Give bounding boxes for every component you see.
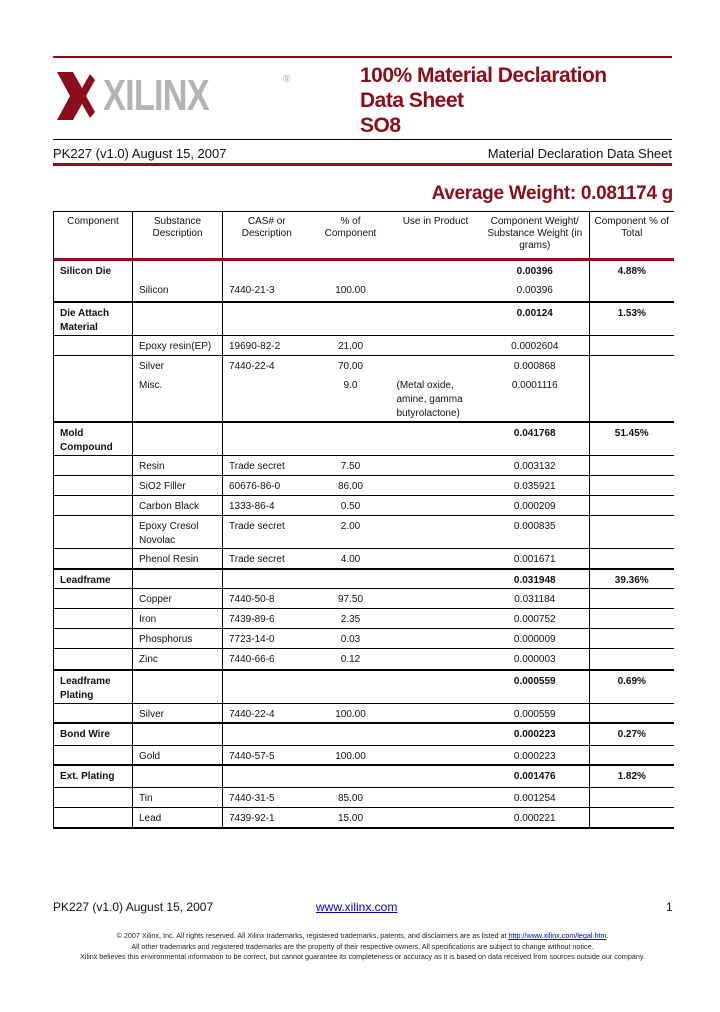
substance-weight: 0.001254 <box>481 787 590 807</box>
component-weight: 0.041768 <box>481 422 590 456</box>
component-percent-total: 1.82% <box>590 765 674 787</box>
percent-of-component: 70.00 <box>311 355 391 375</box>
substance-weight: 0.001671 <box>481 549 590 569</box>
legal-notice <box>53 931 672 963</box>
percent-of-component: 0.12 <box>311 649 391 670</box>
legal-link[interactable]: http://www.xilinx.com/legal.htm <box>508 931 607 940</box>
substance-name: Lead <box>133 807 223 828</box>
cas-number: 7440-50-8 <box>223 589 311 609</box>
component-cell <box>54 703 133 723</box>
percent-of-component: 15.00 <box>311 807 391 828</box>
use-in-product <box>391 787 481 807</box>
cas-number: 7440-22-4 <box>223 355 311 375</box>
component-percent-total: 1.53% <box>590 302 674 336</box>
substance-row <box>54 476 674 496</box>
registered-mark: ® <box>283 74 291 85</box>
component-name: Leadframe Plating <box>54 670 133 704</box>
component-cell <box>54 355 133 375</box>
component-cell <box>54 745 133 765</box>
substance-row <box>54 496 674 516</box>
substance-cell <box>133 569 223 589</box>
substance-weight: 0.0001116 <box>511 380 558 391</box>
percent-of-component: 9.0 <box>343 380 358 391</box>
use-in-product <box>391 629 481 649</box>
substance-row <box>54 335 674 355</box>
substance-name: Phosphorus <box>133 629 223 649</box>
percent-of-component: 100.00 <box>311 703 391 723</box>
substance-weight: 0.000223 <box>481 745 590 765</box>
percent-of-component: 0.03 <box>311 629 391 649</box>
component-cell <box>54 629 133 649</box>
substance-row <box>54 787 674 807</box>
total-cell <box>590 649 674 670</box>
cas-number: 7440-57-5 <box>223 745 311 765</box>
cas-cell <box>223 422 311 456</box>
substance-name: Epoxy Cresol Novolac <box>133 516 223 549</box>
percent-of-component: 97.50 <box>311 589 391 609</box>
component-weight: 0.031948 <box>481 569 590 589</box>
cas-number: 7439-92-1 <box>223 807 311 828</box>
col-header-use: Use in Product <box>391 212 481 260</box>
cas-number: Trade secret <box>223 516 311 549</box>
substance-cell <box>133 302 223 336</box>
title-line-1: 100% Material Declaration <box>360 64 607 87</box>
substance-name: Gold <box>133 745 223 765</box>
use-in-product <box>391 476 481 496</box>
header-bottom-rule <box>53 163 672 166</box>
substance-cell <box>133 670 223 704</box>
use-in-product <box>391 516 481 549</box>
component-name: Silicon Die <box>54 260 133 280</box>
substance-row <box>54 516 674 549</box>
component-cell <box>54 456 133 476</box>
component-weight: 0.001476 <box>481 765 590 787</box>
percent-cell <box>311 670 391 704</box>
table-body <box>54 260 674 829</box>
percent-of-component: 2.00 <box>311 516 391 549</box>
component-cell <box>54 609 133 629</box>
component-cell <box>54 549 133 569</box>
col-header-substance: Substance Description <box>133 212 223 260</box>
use-in-product <box>391 745 481 765</box>
percent-of-component: 21.00 <box>311 335 391 355</box>
substance-row <box>54 745 674 765</box>
component-row <box>54 302 674 336</box>
document-title <box>360 63 607 138</box>
substance-row <box>54 589 674 609</box>
substance-row <box>54 629 674 649</box>
table-header-row <box>54 212 674 260</box>
use-in-product: (Metal oxide, amine, gamma butyrolactone) <box>396 380 463 419</box>
component-weight: 0.00124 <box>481 302 590 336</box>
substance-row <box>54 456 674 476</box>
substance-name: SiO2 Filler <box>133 476 223 496</box>
use-cell <box>391 422 481 456</box>
substance-weight: 0.035921 <box>481 476 590 496</box>
material-table <box>53 211 674 829</box>
page-number: 1 <box>666 900 673 914</box>
cas-number: 7440-31-5 <box>223 787 311 807</box>
use-in-product <box>391 549 481 569</box>
substance-row <box>54 703 674 723</box>
use-cell <box>391 569 481 589</box>
substance-name: Copper <box>133 589 223 609</box>
col-header-percent: % of Component <box>311 212 391 260</box>
component-cell <box>54 496 133 516</box>
substance-cell <box>133 260 223 280</box>
legal-line-2: All other trademarks and registered trademarks are the property of their respective owners. All specifications are subject to change without notice. <box>131 941 594 951</box>
use-cell <box>391 302 481 336</box>
total-cell <box>590 589 674 609</box>
substance-weight: 0.000752 <box>481 609 590 629</box>
component-cell <box>54 335 133 355</box>
component-cell <box>54 589 133 609</box>
substance-weight: 0.000221 <box>481 807 590 828</box>
component-name: Die Attach Material <box>54 302 133 336</box>
xilinx-logo <box>55 68 291 124</box>
substance-cell <box>133 723 223 745</box>
title-line-3: SO8 <box>360 114 401 137</box>
cas-number: 7440-22-4 <box>223 703 311 723</box>
use-in-product <box>391 496 481 516</box>
percent-of-component: 2.35 <box>311 609 391 629</box>
substance-weight: 0.000009 <box>481 629 590 649</box>
cas-number: 60676-86-0 <box>223 476 311 496</box>
component-cell <box>54 516 133 549</box>
total-cell <box>590 355 674 375</box>
component-cell <box>54 280 133 302</box>
substance-row <box>54 609 674 629</box>
percent-cell <box>311 422 391 456</box>
cas-number: 19690-82-2 <box>223 335 311 355</box>
percent-of-component: 100.00 <box>311 745 391 765</box>
substance-name: Epoxy resin(EP) <box>133 335 223 355</box>
cas-cell <box>223 260 311 280</box>
cas-cell <box>223 723 311 745</box>
percent-cell <box>311 723 391 745</box>
col-header-cas: CAS# or Description <box>223 212 311 260</box>
percent-of-component: 85.00 <box>311 787 391 807</box>
total-cell <box>590 807 674 828</box>
substance-weight: 0.0002604 <box>481 335 590 355</box>
total-cell <box>590 609 674 629</box>
use-in-product <box>391 609 481 629</box>
substance-weight: 0.003132 <box>481 456 590 476</box>
cas-cell <box>223 670 311 704</box>
substance-cell <box>133 422 223 456</box>
legal-line-1: © 2007 Xilinx, Inc. All rights reserved. All Xilinx trademarks, registered trademarks, patents, and disclaimers are as listed at http://www.xilinx.com/legal.htm. <box>116 931 609 940</box>
legal-line-3: Xilinx believes this environmental information to be correct, but cannot guarantee its completeness or accuracy as it is based on data received from sources outside our company. <box>80 952 645 961</box>
substance-name: Iron <box>133 609 223 629</box>
component-percent-total: 39.36% <box>590 569 674 589</box>
total-cell <box>590 456 674 476</box>
doc-id: PK227 (v1.0) August 15, 2007 <box>53 146 227 161</box>
use-in-product <box>391 280 481 302</box>
percent-of-component: 4.00 <box>311 549 391 569</box>
cas-number: 7440-21-3 <box>229 284 275 296</box>
legal-text: © 2007 Xilinx, Inc. All rights reserved. All Xilinx trademarks, registered trademarks, patents, and disclaimers are as listed at <box>116 931 509 940</box>
percent-of-component: 7.50 <box>311 456 391 476</box>
substance-name: Zinc <box>133 649 223 670</box>
total-cell <box>590 629 674 649</box>
footer-doc-id: PK227 (v1.0) August 15, 2007 <box>53 900 214 914</box>
use-cell <box>391 260 481 280</box>
component-row <box>54 260 674 280</box>
substance-row <box>54 280 674 302</box>
total-cell <box>590 335 674 355</box>
substance-row <box>54 807 674 828</box>
use-in-product <box>391 807 481 828</box>
substance-name: Silver <box>133 355 223 375</box>
percent-cell <box>311 569 391 589</box>
cas-number <box>223 375 311 422</box>
use-in-product <box>391 355 481 375</box>
component-cell <box>54 476 133 496</box>
component-name: Leadframe <box>54 569 133 589</box>
component-row <box>54 422 674 456</box>
component-row <box>54 723 674 745</box>
header-divider <box>53 139 672 140</box>
total-cell <box>590 476 674 496</box>
use-in-product <box>391 649 481 670</box>
cas-number: Trade secret <box>223 456 311 476</box>
substance-row <box>54 375 674 422</box>
top-rule <box>53 56 672 58</box>
component-percent-total: 0.69% <box>590 670 674 704</box>
substance-weight: 0.000868 <box>481 355 590 375</box>
substance-name: Misc. <box>133 375 223 422</box>
cas-number: 1333-86-4 <box>223 496 311 516</box>
cas-number: 7440-66-6 <box>223 649 311 670</box>
total-cell <box>590 703 674 723</box>
component-weight: 0.00396 <box>516 266 553 277</box>
doc-type: Material Declaration Data Sheet <box>487 146 672 161</box>
component-cell <box>54 649 133 670</box>
use-in-product <box>391 703 481 723</box>
component-row <box>54 670 674 704</box>
component-cell <box>54 375 133 422</box>
substance-weight: 0.031184 <box>481 589 590 609</box>
substance-row <box>54 649 674 670</box>
substance-name: Phenol Resin <box>133 549 223 569</box>
component-weight: 0.000223 <box>481 723 590 745</box>
xilinx-x-icon <box>55 72 97 120</box>
substance-weight: 0.00396 <box>516 284 553 296</box>
cas-number: Trade secret <box>223 549 311 569</box>
average-weight: Average Weight: 0.081174 g <box>431 183 673 204</box>
percent-of-component: 0.50 <box>311 496 391 516</box>
total-cell <box>590 549 674 569</box>
use-in-product <box>391 589 481 609</box>
component-name: Ext. Plating <box>54 765 133 787</box>
substance-weight: 0.000835 <box>481 516 590 549</box>
cas-number: 7723-14-0 <box>223 629 311 649</box>
cas-cell <box>223 569 311 589</box>
col-header-total: Component % of Total <box>590 212 674 260</box>
use-cell <box>391 670 481 704</box>
substance-name: Carbon Black <box>133 496 223 516</box>
logo-text: XILINX <box>103 71 209 120</box>
use-in-product <box>391 335 481 355</box>
percent-cell <box>311 260 391 280</box>
component-row <box>54 569 674 589</box>
component-cell <box>54 807 133 828</box>
total-cell <box>590 375 674 422</box>
cas-cell <box>223 765 311 787</box>
substance-row <box>54 549 674 569</box>
substance-name: Silver <box>133 703 223 723</box>
cas-number: 7439-89-6 <box>223 609 311 629</box>
substance-cell <box>133 765 223 787</box>
component-percent-total: 51.45% <box>590 422 674 456</box>
total-cell <box>590 496 674 516</box>
total-cell <box>590 280 674 302</box>
substance-weight: 0.000209 <box>481 496 590 516</box>
component-name: Mold Compound <box>54 422 133 456</box>
col-header-component: Component <box>54 212 133 260</box>
component-weight: 0.000559 <box>481 670 590 704</box>
percent-cell <box>311 302 391 336</box>
component-percent-total: 0.27% <box>590 723 674 745</box>
use-cell <box>391 723 481 745</box>
footer-website-link[interactable]: www.xilinx.com <box>316 900 398 914</box>
title-line-2: Data Sheet <box>360 89 464 112</box>
percent-of-component: 100.00 <box>335 284 366 296</box>
substance-weight: 0.000559 <box>481 703 590 723</box>
substance-row <box>54 355 674 375</box>
component-name: Bond Wire <box>54 723 133 745</box>
substance-name: Tin <box>133 787 223 807</box>
use-in-product <box>391 456 481 476</box>
cas-cell <box>223 302 311 336</box>
total-cell <box>590 787 674 807</box>
substance-name: Resin <box>133 456 223 476</box>
total-cell <box>590 745 674 765</box>
substance-name: Silicon <box>133 280 223 302</box>
col-header-weight: Component Weight/ Substance Weight (in grams) <box>481 212 590 260</box>
percent-cell <box>311 765 391 787</box>
component-percent-total: 4.88% <box>590 260 674 280</box>
substance-weight: 0.000003 <box>481 649 590 670</box>
component-row <box>54 765 674 787</box>
percent-of-component: 86.00 <box>311 476 391 496</box>
component-cell <box>54 787 133 807</box>
total-cell <box>590 516 674 549</box>
use-cell <box>391 765 481 787</box>
